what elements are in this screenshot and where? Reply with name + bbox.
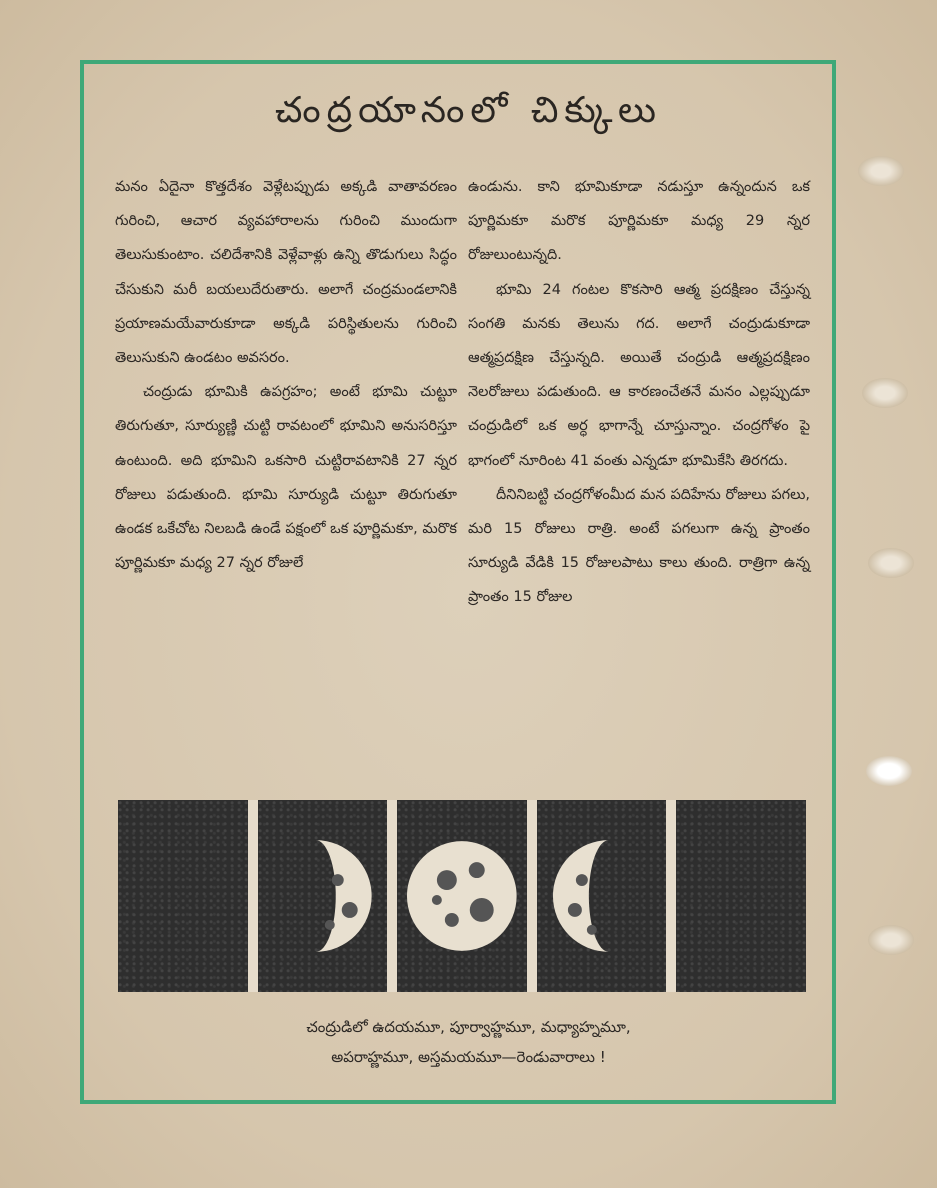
paragraph: మనం ఏదైనా కొత్తదేశం వెళ్లేటప్పుడు అక్కడి వాతావరణం గురించి, ఆచార వ్యవహారాలను గురించి ముందుగా తెలుసుకుంటాం. చలిదేశానికి వెళ్లేవాళ్లు ఉన్ని తొడుగులు సిద్ధం చేసుకుని మరీ బయలుదేరుతారు. అలాగే చంద్రమండలానికి ప్రయాణమయేవారుకూడా అక్కడి పరిస్థితులను గురించి తెలుసుకుని ఉండటం అవసరం. [115, 179, 457, 367]
moon-phase-panel [676, 800, 806, 992]
moon-phase-panel [258, 800, 388, 992]
last-quarter-moon-icon [537, 800, 667, 992]
moon-phase-panel [537, 800, 667, 992]
moon-phase-panel [397, 800, 527, 992]
left-column [115, 170, 457, 580]
paragraph: దీనినిబట్టి చంద్రగోళంమీద మన పదిహేను రోజులు పగలు, మరి 15 రోజులు రాత్రి. అంటే పగలుగా ఉన్న ప్రాంతం సూర్యుడి వేడికి 15 రోజులపాటు కాలు తుంది. రాత్రిగా ఉన్న ప్రాంతం 15 రోజుల [468, 486, 810, 606]
binder-hole [868, 925, 914, 955]
caption-line: అపరాహ్ణమూ, అస్తమయమూ—రెండువారాలు ! [331, 1048, 606, 1066]
right-column [468, 170, 810, 615]
caption-line: చంద్రుడిలో ఉదయమూ, పూర్వాహ్ణమూ, మధ్యాహ్నమూ, [306, 1018, 631, 1036]
article-title: చంద్రయానంలో చిక్కులు [275, 90, 662, 131]
binder-hole [868, 548, 914, 578]
paragraph: భూమి 24 గంటల కొకసారి ఆత్మ ప్రదక్షిణం చేస్తున్న సంగతి మనకు తెలును గద. అలాగే చంద్రుడుకూడా ఆత్మప్రదక్షిణ చేస్తున్నది. అయితే చంద్రుడి ఆత్మప్రదక్షిణం నెలరోజులు పడుతుంది. ఆ కారణంచేతనే మనం ఎల్లప్పుడూ చంద్రుడిలో ఒక అర్ధ భాగాన్నే చూస్తున్నాం. చంద్రగోళం పై భాగంలో నూరింట 41 వంతు ఎన్నడూ భూమికేసి తిరగదు. [468, 281, 810, 469]
binder-hole [862, 378, 908, 408]
binder-hole [858, 156, 904, 186]
first-quarter-moon-icon [258, 800, 388, 992]
binder-hole [866, 756, 912, 786]
waning-crescent-moon-icon [676, 800, 806, 992]
waxing-crescent-moon-icon [118, 800, 248, 992]
paragraph: చంద్రుడు భూమికి ఉపగ్రహం; అంటే భూమి చుట్టూ తిరుగుతూ, సూర్యుణ్ణి చుట్టి రావటంలో భూమిని అనుసరిస్తూ ఉంటుంది. అది భూమిని ఒకసారి చుట్టిరావటానికి 27 న్నర రోజులు పడుతుంది. భూమి సూర్యుడి చుట్టూ తిరుగుతూ ఉండక ఒకేచోట నిలబడి ఉండే పక్షంలో ఒక పూర్ణిమకూ, మరొక పూర్ణిమకూ మధ్య 27 న్నర రోజులే [115, 384, 457, 572]
full-moon-icon [397, 800, 527, 992]
moon-phases-figure [118, 800, 806, 992]
figure-caption [0, 1012, 937, 1072]
paragraph: ఉండును. కాని భూమికూడా నడుస్తూ ఉన్నందున ఒక పూర్ణిమకూ మరొక పూర్ణిమకూ మధ్య 29 న్నర రోజులుంటున్నది. [468, 179, 810, 264]
moon-phase-panel [118, 800, 248, 992]
